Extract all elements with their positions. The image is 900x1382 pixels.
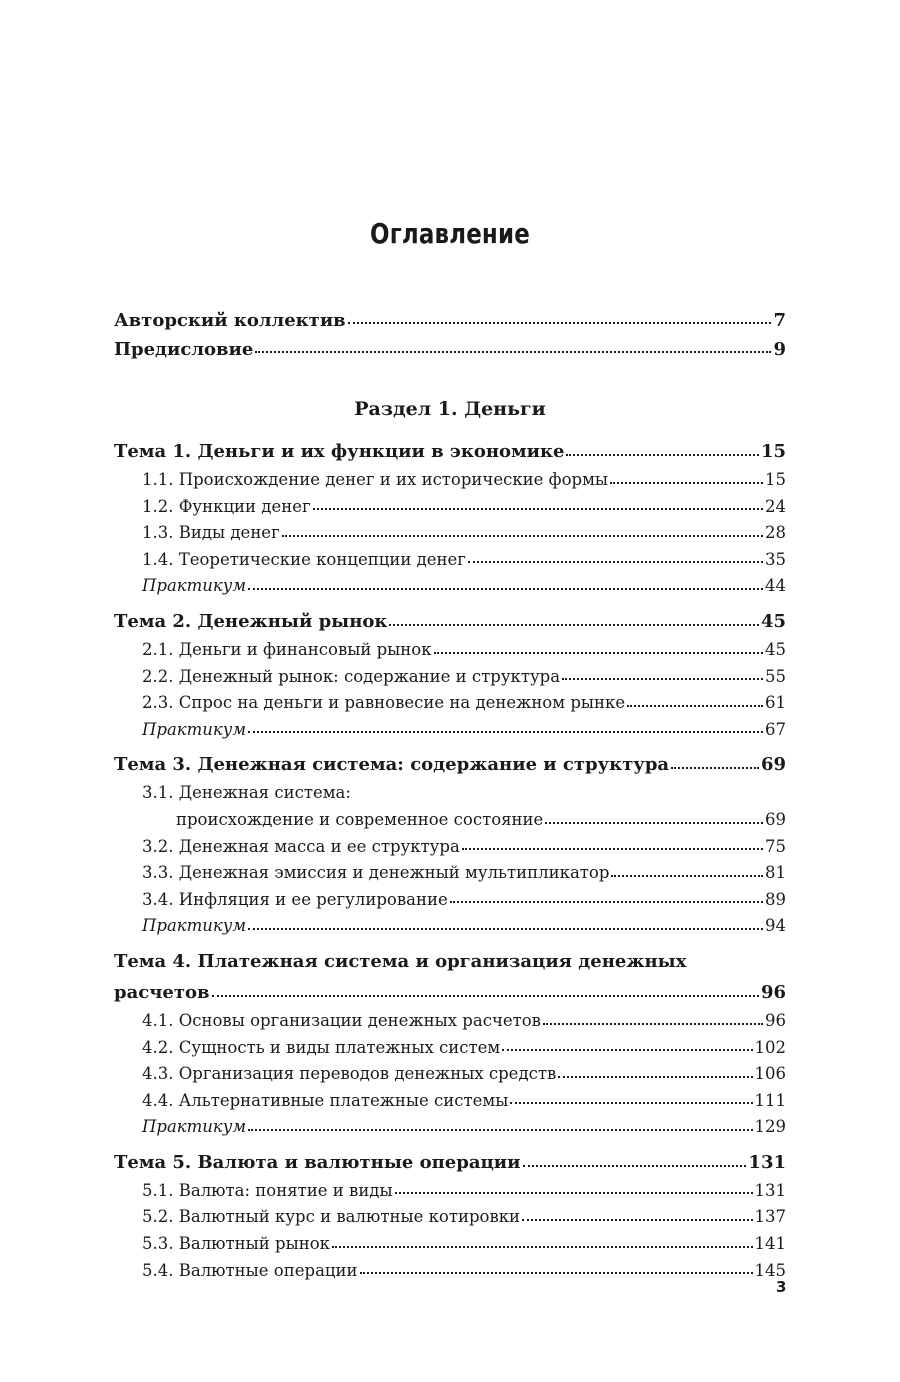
toc-page-number: 96 — [760, 981, 786, 1003]
toc-page-number: 15 — [760, 441, 786, 462]
toc-item-label: 1.1. Происхождение денег и их исторические формы — [142, 470, 609, 489]
toc-item-practicum[interactable] — [114, 573, 786, 600]
toc-page-number: 81 — [765, 863, 786, 883]
toc-item-practicum[interactable] — [114, 1114, 786, 1141]
dot-leader — [545, 822, 763, 824]
toc-page-number: 111 — [754, 1090, 786, 1110]
dot-leader — [562, 678, 763, 680]
dot-leader — [450, 901, 763, 903]
toc-page-number: 44 — [765, 576, 786, 596]
page-title: Оглавление — [370, 217, 530, 250]
toc-topic-4-continuation[interactable] — [114, 977, 786, 1008]
toc-page-number: 129 — [754, 1117, 786, 1137]
toc-item[interactable] — [114, 637, 786, 664]
toc-item-label: 4.4. Альтернативные платежные системы — [142, 1090, 509, 1110]
toc-item-label: 5.2. Валютный курс и валютные котировки — [142, 1207, 521, 1227]
dot-leader — [566, 454, 758, 456]
toc-item-label: происхождение и современное состояние — [176, 809, 544, 829]
toc-item[interactable] — [114, 494, 786, 521]
toc-item-label: 4.2. Сущность и виды платежных систем — [142, 1037, 501, 1057]
toc-entry-label: Авторский коллектив — [114, 310, 346, 331]
toc-page-number: 131 — [748, 1151, 786, 1173]
toc-page-number: 28 — [765, 523, 786, 543]
toc-page-number: 15 — [765, 470, 786, 489]
dot-leader — [248, 928, 763, 930]
toc-item[interactable] — [114, 690, 786, 717]
toc-page-number: 137 — [754, 1207, 786, 1227]
dot-leader — [389, 624, 759, 626]
toc-page-number: 35 — [765, 549, 786, 569]
toc-topic-3[interactable] — [114, 749, 786, 780]
toc-topic-label: Тема 4. Платежная система и организация денежных — [114, 950, 687, 972]
toc-item[interactable] — [114, 547, 786, 574]
dot-leader — [248, 731, 763, 733]
dot-leader — [332, 1246, 753, 1248]
dot-leader — [671, 767, 759, 769]
toc-page-number: 96 — [765, 1010, 786, 1030]
dot-leader — [462, 848, 763, 850]
toc-item-label: 2.2. Денежный рынок: содержание и структура — [142, 666, 561, 686]
toc-item[interactable] — [114, 834, 786, 861]
toc-item-label: 2.1. Деньги и финансовый рынок — [142, 639, 432, 659]
toc-item-practicum[interactable] — [114, 913, 786, 940]
toc-item-label: 5.1. Валюта: понятие и виды — [142, 1180, 393, 1200]
dot-leader — [611, 875, 763, 877]
toc-page-number: 7 — [773, 310, 786, 331]
toc-item[interactable] — [114, 467, 786, 494]
toc-item[interactable] — [114, 1204, 786, 1231]
toc-item-label: Практикум — [142, 1117, 247, 1137]
toc-page-number: 45 — [765, 639, 786, 659]
toc-page-number: 55 — [765, 666, 786, 686]
dot-leader — [248, 1129, 752, 1131]
toc-page-number: 61 — [765, 693, 786, 713]
toc-topic-5[interactable] — [114, 1147, 786, 1178]
toc-item-label: 2.3. Спрос на деньги и равновесие на денежном рынке — [142, 693, 626, 713]
toc-topic-label: Тема 3. Денежная система: содержание и структура — [114, 754, 670, 776]
toc-page-number: 69 — [760, 754, 786, 776]
toc-item-label: Практикум — [142, 576, 247, 596]
toc-item[interactable] — [114, 520, 786, 547]
dot-leader — [395, 1192, 753, 1194]
dot-leader — [558, 1076, 752, 1078]
toc-item[interactable] — [114, 1008, 786, 1035]
section-title: Раздел 1. Деньги — [354, 398, 546, 420]
dot-leader — [248, 588, 763, 590]
toc-topic-1[interactable] — [114, 436, 786, 467]
toc-page-number: 131 — [754, 1180, 786, 1200]
toc-item-label: 3.1. Денежная система: — [142, 783, 351, 803]
toc-item-label: 3.4. Инфляция и ее регулирование — [142, 889, 448, 909]
toc-item-label: Практикум — [142, 719, 247, 739]
dot-leader — [434, 652, 763, 654]
toc-topic-label: расчетов — [114, 981, 210, 1003]
toc-item-practicum[interactable] — [114, 717, 786, 744]
toc-item[interactable] — [114, 664, 786, 691]
toc-page-number: 69 — [765, 809, 786, 829]
toc-item[interactable] — [114, 1035, 786, 1062]
toc-entry-label: Предисловие — [114, 339, 254, 360]
dot-leader — [212, 995, 759, 997]
dot-leader — [610, 482, 763, 484]
toc-item-label: 3.3. Денежная эмиссия и денежный мультипликатор — [142, 863, 610, 883]
toc-item-label: 4.1. Основы организации денежных расчетов — [142, 1010, 541, 1030]
toc-item[interactable] — [114, 1061, 786, 1088]
toc-topic-4[interactable] — [114, 946, 786, 977]
toc-item[interactable] — [114, 860, 786, 887]
toc-item[interactable] — [114, 887, 786, 914]
dot-leader — [502, 1049, 752, 1051]
toc-item[interactable] — [114, 1231, 786, 1258]
dot-leader — [523, 1165, 747, 1167]
dot-leader — [510, 1102, 752, 1104]
toc-item-label: 4.3. Организация переводов денежных средств — [142, 1064, 557, 1084]
toc-page-number: 94 — [765, 916, 786, 936]
dot-leader — [348, 322, 772, 324]
toc-page-number: 102 — [754, 1037, 786, 1057]
toc-page-number: 75 — [765, 836, 786, 856]
toc-page-number: 45 — [760, 610, 786, 632]
toc-topic-label: Тема 1. Деньги и их функции в экономике — [114, 441, 565, 462]
toc-item-label: Практикум — [142, 916, 247, 936]
toc-page-number: 67 — [765, 719, 786, 739]
toc-page-number: 141 — [754, 1234, 786, 1254]
page-number: 3 — [776, 1278, 787, 1296]
dot-leader — [360, 1272, 753, 1274]
table-of-contents — [114, 306, 786, 1284]
toc-item-label: 1.4. Теоретические концепции денег — [142, 549, 466, 569]
toc-page-number: 89 — [765, 889, 786, 909]
toc-item-label: 5.3. Валютный рынок — [142, 1234, 330, 1254]
toc-topic-2[interactable] — [114, 606, 786, 637]
toc-page-number: 24 — [765, 496, 786, 516]
dot-leader — [468, 561, 763, 563]
toc-entry-preface[interactable] — [114, 335, 786, 364]
toc-item[interactable] — [114, 1088, 786, 1115]
toc-item-label: 5.4. Валютные операции — [142, 1260, 358, 1280]
toc-item[interactable] — [114, 1258, 786, 1285]
toc-item-label: 3.2. Денежная масса и ее структура — [142, 836, 460, 856]
toc-item-label: 1.2. Функции денег — [142, 496, 311, 516]
toc-topic-label: Тема 2. Денежный рынок — [114, 610, 388, 632]
toc-page-number: 9 — [773, 339, 786, 360]
section-heading — [114, 364, 786, 436]
toc-page-number: 145 — [754, 1260, 786, 1280]
toc-item-continuation[interactable] — [114, 807, 786, 834]
toc-topic-label: Тема 5. Валюта и валютные операции — [114, 1151, 521, 1173]
toc-item[interactable] — [114, 780, 786, 807]
dot-leader — [522, 1219, 752, 1221]
toc-item-label: 1.3. Виды денег — [142, 523, 280, 543]
toc-entry-authors[interactable] — [114, 306, 786, 335]
toc-page-number: 106 — [754, 1064, 786, 1084]
dot-leader — [282, 535, 763, 537]
dot-leader — [313, 508, 763, 510]
dot-leader — [255, 351, 771, 353]
dot-leader — [627, 705, 763, 707]
toc-item[interactable] — [114, 1178, 786, 1205]
dot-leader — [543, 1023, 763, 1025]
